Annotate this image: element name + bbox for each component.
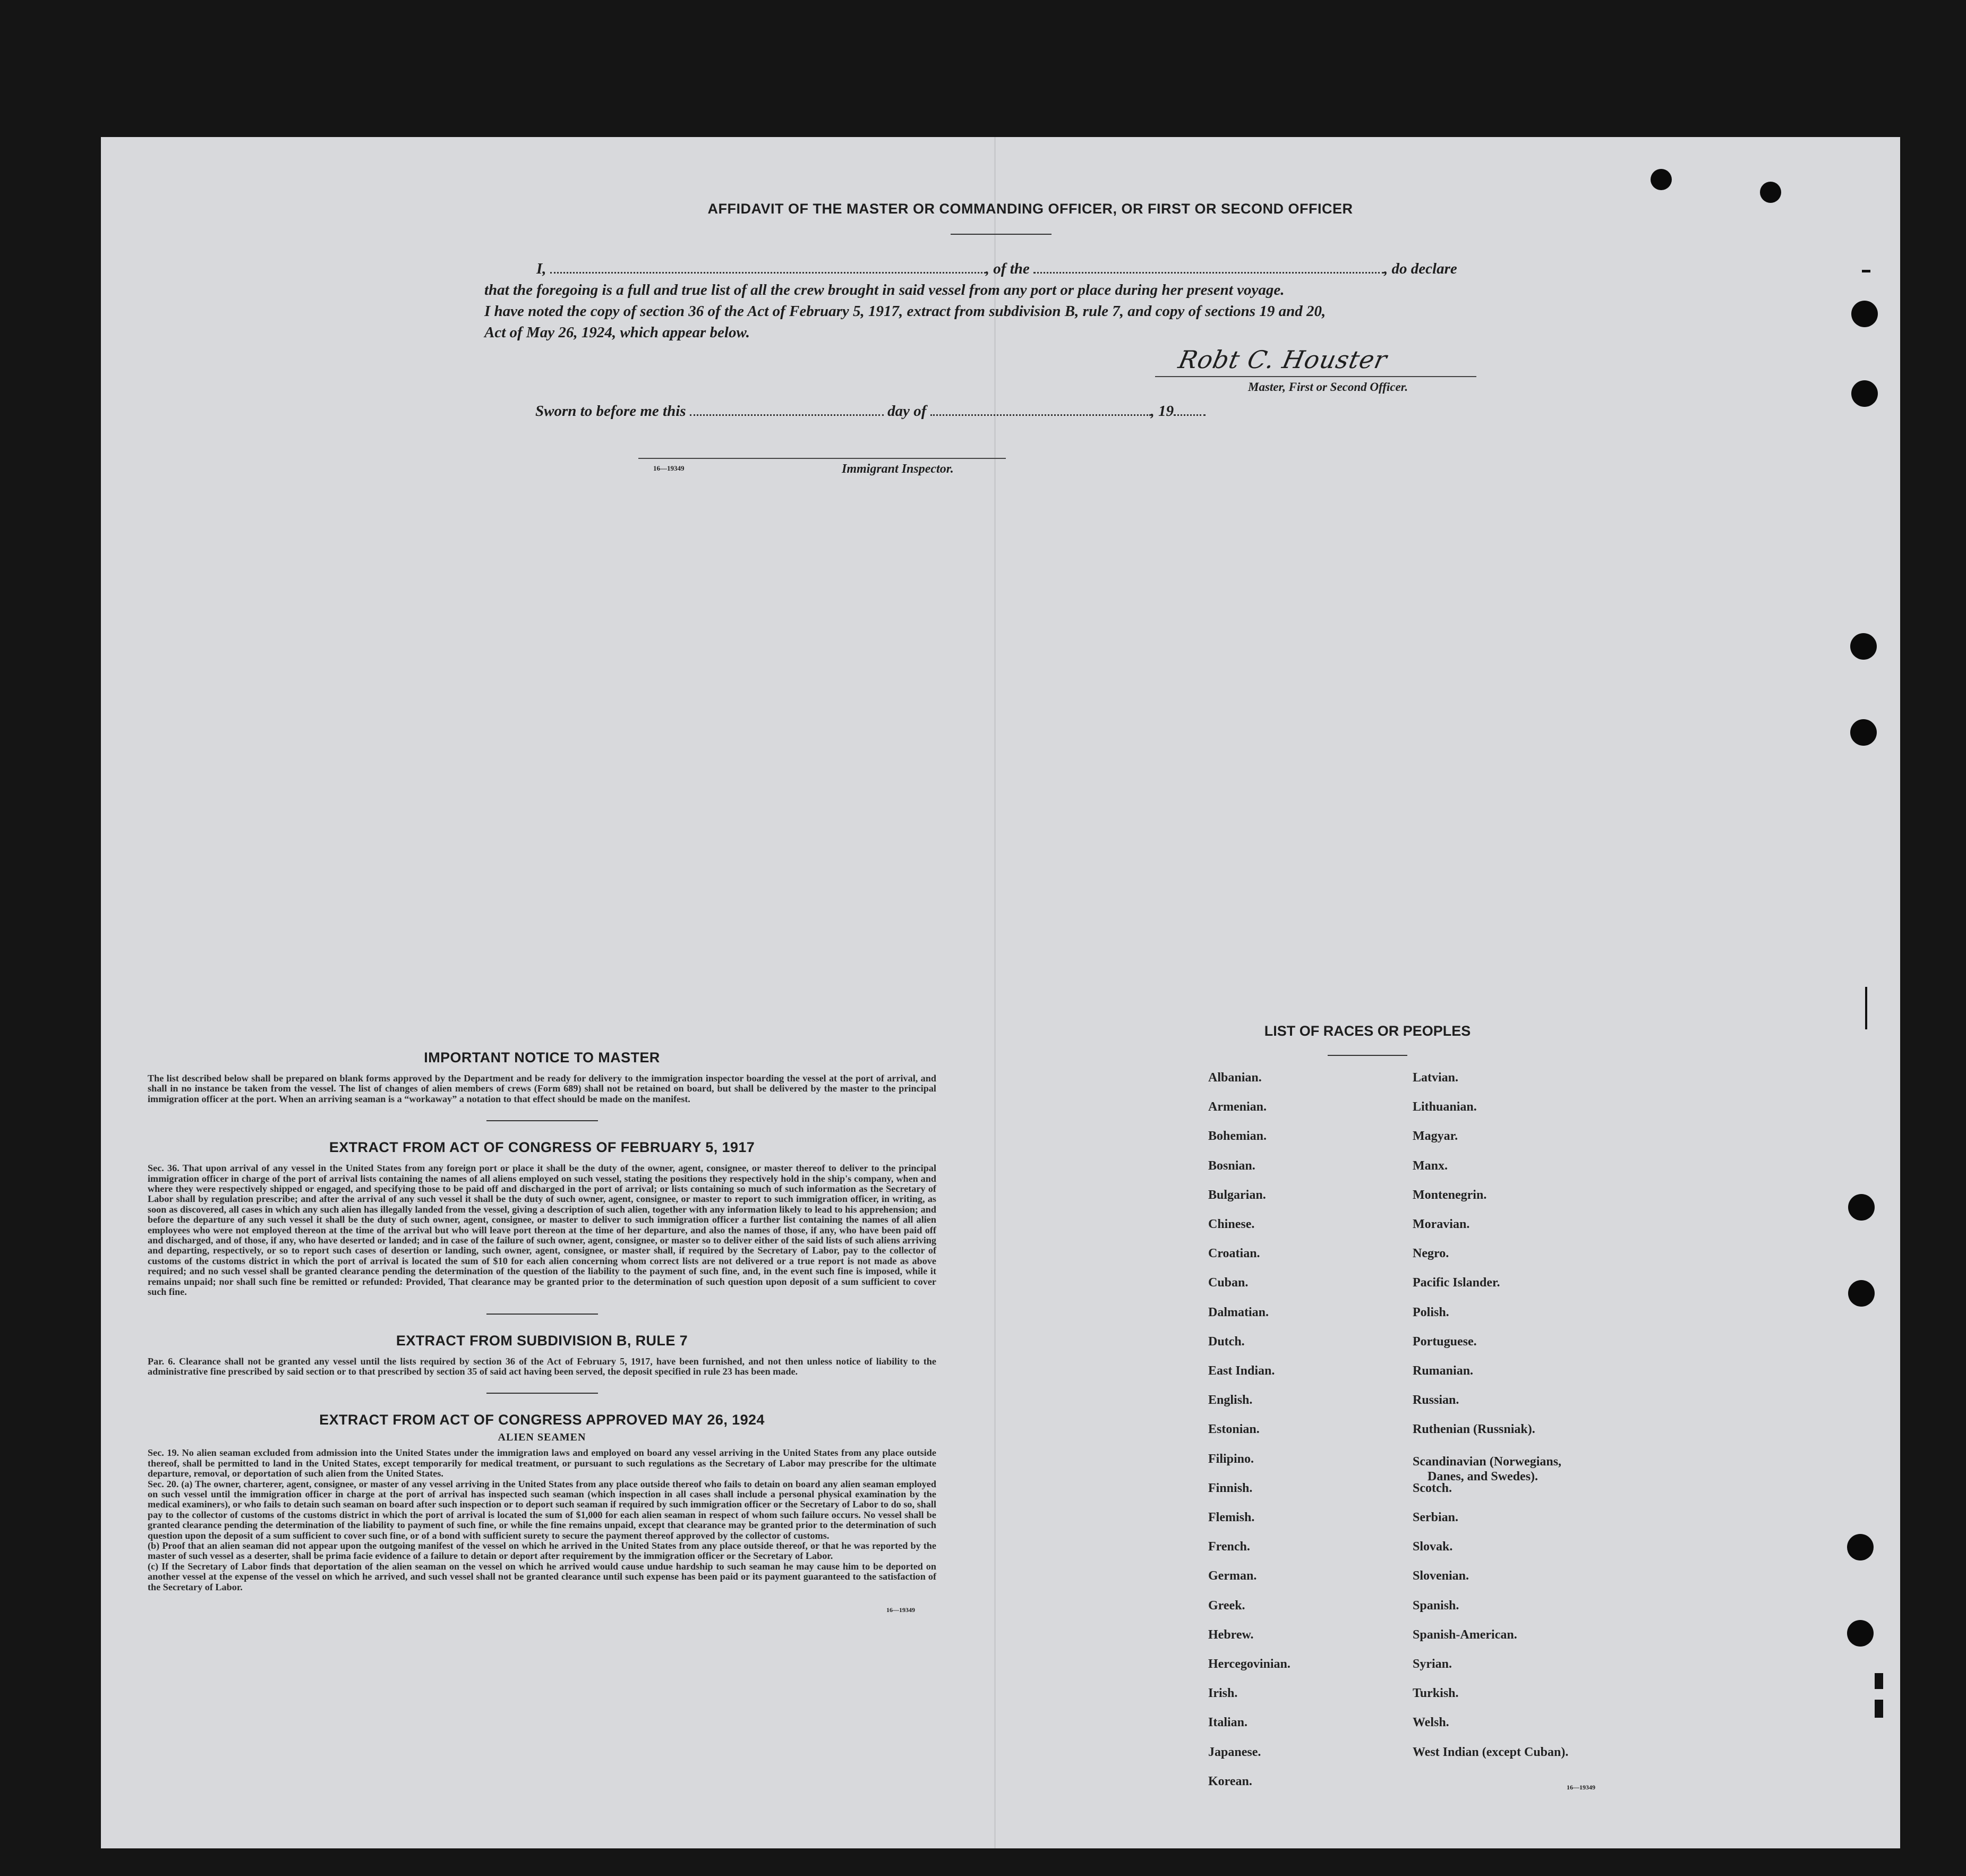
- label-i: I,: [536, 260, 546, 277]
- race-item: Greek.: [1208, 1598, 1245, 1613]
- race-item: Korean.: [1208, 1774, 1252, 1788]
- document-sheet: [101, 137, 1900, 1848]
- punch-hole: [1850, 633, 1877, 660]
- punch-hole: [1651, 169, 1672, 190]
- form-code: 16—19349: [1567, 1784, 1595, 1791]
- edge-mark: [1875, 1673, 1883, 1689]
- race-item: Scotch.: [1413, 1481, 1452, 1495]
- race-item: Hebrew.: [1208, 1627, 1254, 1642]
- notice-text: The list described below shall be prepared on blank forms approved by the Department and be ready for delivery to the immigration inspector boarding the vessel at the port of arrival, and shall in no instance be taken from the vessel. The list of changes of alien members of crews (Form 689) shall not be retained on board, but shall be delivered by the master to the principal immigration officer at the port. When an arriving seaman is a “workaway” a notation to that effect should be made on the manifest.: [148, 1073, 936, 1104]
- race-item: Albanian.: [1208, 1071, 1262, 1085]
- sworn-line: [535, 403, 1900, 420]
- race-item: Manx.: [1413, 1158, 1448, 1173]
- race-item: French.: [1208, 1540, 1250, 1554]
- race-item: Serbian.: [1413, 1511, 1459, 1524]
- punch-hole: [1760, 182, 1781, 203]
- declaration-line-4: Act of May 26, 1924, which appear below.: [484, 324, 750, 341]
- punch-hole: [1848, 1194, 1875, 1221]
- race-item: Lithuanian.: [1413, 1100, 1477, 1114]
- sec19-text: Sec. 19. No alien seaman excluded from admission into the United States under the immigration laws and employed on board any vessel arriving in the United States from any place outside thereof, shall be permitted to land in the United States, except temporarily for medical treatment, or pursuant to such regulations as the Secretary of Labor may prescribe for the ultimate departure, removal, or deportation of such alien from the United States.: [148, 1447, 936, 1479]
- race-item: Slovak.: [1413, 1540, 1453, 1554]
- extract-1924-heading: EXTRACT FROM ACT OF CONGRESS APPROVED MAY 26, 1924: [319, 1412, 765, 1428]
- race-item: Japanese.: [1208, 1745, 1261, 1759]
- punch-hole: [1850, 719, 1877, 746]
- race-item: Spanish-American.: [1413, 1627, 1517, 1642]
- race-item: Slovenian.: [1413, 1569, 1469, 1583]
- race-item: Armenian.: [1208, 1100, 1267, 1114]
- race-item: Bohemian.: [1208, 1129, 1267, 1144]
- sworn-label: Sworn to before me this: [535, 403, 686, 420]
- race-item: Magyar.: [1413, 1129, 1458, 1144]
- notice-heading: IMPORTANT NOTICE TO MASTER: [424, 1050, 660, 1065]
- race-item: Montenegrin.: [1413, 1188, 1487, 1202]
- inspector-signature-line[interactable]: [638, 458, 1006, 459]
- race-item: Filipino.: [1208, 1452, 1254, 1466]
- sworn-year-field[interactable]: [1174, 404, 1206, 416]
- alien-seamen-subheading: ALIEN SEAMEN: [498, 1431, 586, 1444]
- race-item: West Indian (except Cuban).: [1413, 1745, 1569, 1759]
- race-item: Irish.: [1208, 1686, 1238, 1701]
- section-rule: [486, 1393, 598, 1394]
- signature-line: [1155, 376, 1476, 377]
- race-item: Rumanian.: [1413, 1364, 1474, 1378]
- race-item: Welsh.: [1413, 1716, 1449, 1730]
- rule7-text: Par. 6. Clearance shall not be granted any vessel until the lists required by section 36 of the Act of February 5, 1917, have been furnished, and not then unless notice of liability to the administrative fine prescribed by said section or to that prescribed by section 35 of said act having been served, the deposit specified in rule 23 has been made.: [148, 1355, 936, 1377]
- edge-mark: [1875, 1700, 1883, 1718]
- race-item: Danes, and Swedes).: [1428, 1469, 1538, 1483]
- form-code: 16—19349: [653, 464, 685, 472]
- sec20c-text: (c) If the Secretary of Labor finds that deportation of the alien seaman on the vessel on which he arrived would cause undue hardship to such seaman he may cause him to be deported on another vessel at the expense of the vessel on which he arrived, and such vessel shall not be granted clearance until such expense has been paid or its payment guaranteed to the satisfaction of the Secretary of Labor.: [148, 1561, 936, 1592]
- race-item: Hercegovinian.: [1208, 1657, 1290, 1671]
- page-fold: [994, 137, 996, 1848]
- race-item: Chinese.: [1208, 1217, 1255, 1231]
- race-item: Bosnian.: [1208, 1158, 1255, 1173]
- race-item: Moravian.: [1413, 1217, 1470, 1231]
- inspector-caption: Immigrant Inspector.: [842, 462, 954, 476]
- sworn-day-field[interactable]: [690, 404, 884, 416]
- master-name-field[interactable]: [550, 261, 986, 274]
- race-item: Italian.: [1208, 1716, 1248, 1730]
- sec20a-text: Sec. 20. (a) The owner, charterer, agent, consignee, or master of any vessel arriving in the United States from any place outside thereof who fails to detain on board any alien seaman employed on such vessel until the immigration officer in charge at the port of arrival has inspected such seaman (which inspection in all cases shall include a personal physical examination by the medical examiners), or who fails to detain such seaman on board after such inspection or to deport such seaman if required by such immigration officer or the Secretary of Labor to do so, shall pay to the collector of customs of the customs district in which the port of arrival is located the sum of $1,000 for each alien seaman in respect of whom such failure occurs. No vessel shall be granted clearance pending the determination of the liability to payment of such fine, or while the fine remains unpaid, except that clearance may be granted prior to the determination of such question upon the deposit of a sum sufficient to cover such fine, or of a bond with sufficient surety to secure the payment thereof approved by the collector of customs.: [148, 1478, 936, 1541]
- label-do-declare: , do declare: [1384, 260, 1457, 277]
- edge-mark: [1865, 987, 1867, 1029]
- declaration-line-3: I have noted the copy of section 36 of the Act of February 5, 1917, extract from subdivision B, rule 7, and copy of sections 19 and 20,: [484, 303, 1326, 320]
- races-heading: LIST OF RACES OR PEOPLES: [1264, 1023, 1471, 1039]
- notices-column: [148, 1050, 936, 1614]
- punch-hole: [1847, 1620, 1874, 1647]
- signature-caption: Master, First or Second Officer.: [1248, 380, 1408, 394]
- punch-hole: [1847, 1534, 1874, 1561]
- rule7-heading: EXTRACT FROM SUBDIVISION B, RULE 7: [396, 1332, 688, 1349]
- title-rule: [951, 234, 1052, 235]
- extract-1917-heading: EXTRACT FROM ACT OF CONGRESS OF FEBRUARY 5, 1917: [329, 1139, 755, 1156]
- race-item: Syrian.: [1413, 1657, 1452, 1671]
- races-rule: [1328, 1055, 1407, 1056]
- section-rule: [486, 1120, 598, 1121]
- affidavit-title: AFFIDAVIT OF THE MASTER OR COMMANDING OFFICER, OR FIRST OR SECOND OFFICER: [707, 201, 1353, 217]
- race-item: Latvian.: [1413, 1071, 1459, 1085]
- declaration-line-2: that the foregoing is a full and true list of all the crew brought in said vessel from any port or place during her present voyage.: [484, 282, 1285, 299]
- vessel-name-field[interactable]: [1033, 261, 1384, 274]
- label-of-the: , of the: [985, 260, 1030, 277]
- race-item: Russian.: [1413, 1393, 1459, 1408]
- declaration-line-1: [536, 260, 1900, 278]
- race-item: Bulgarian.: [1208, 1188, 1266, 1202]
- section-rule: [486, 1314, 598, 1315]
- race-item: Turkish.: [1413, 1686, 1459, 1701]
- punch-hole: [1848, 1280, 1875, 1307]
- race-item: Dalmatian.: [1208, 1305, 1269, 1319]
- race-item: English.: [1208, 1393, 1253, 1408]
- race-item: Scandinavian (Norwegians,: [1413, 1455, 1562, 1469]
- day-of-label: day of: [887, 403, 927, 420]
- race-item: East Indian.: [1208, 1364, 1275, 1378]
- sworn-month-field[interactable]: [930, 404, 1151, 416]
- race-item: Dutch.: [1208, 1334, 1245, 1349]
- race-item: Croatian.: [1208, 1247, 1260, 1261]
- race-item: Estonian.: [1208, 1422, 1260, 1437]
- year-prefix: , 19: [1150, 403, 1174, 420]
- race-item: Spanish.: [1413, 1598, 1459, 1613]
- race-item: German.: [1208, 1569, 1257, 1583]
- master-signature: Robt C. Houster: [1176, 345, 1390, 374]
- race-item: Negro.: [1413, 1247, 1449, 1261]
- extract-1917-text: Sec. 36. That upon arrival of any vessel in the United States from any foreign port or place it shall be the duty of the owner, agent, consignee, or master thereof to deliver to the principal immigration officer in charge of the port of arrival lists containing the names of all aliens employed on such vessel, stating the positions they respectively hold in the ship's company, when and where they were respectively shipped or engaged, and specifying those to be paid off and discharged in the port of arrival; or lists containing so much of such information as the Secretary of Labor shall by regulation prescribe; and after the arrival of any such vessel it shall be the duty of such owner, agent, consignee, or master to report to such immigration officer, in writing, as soon as discovered, all cases in which any such alien has illegally landed from the vessel, giving a description of such alien, together with any information likely to lead to his apprehension; and before the departure of any such vessel it shall be the duty of such owner, agent, consignee, or master to deliver to such immigration officer a further list containing the names of all alien employees who were not employed thereon at the time of the arrival but who will leave port thereon at the time of her departure, and also the names of those, if any, who have been paid off and discharged, and of those, if any, who have deserted or landed; and in case of the failure of such owner, agent, consignee, or master so to deliver either of the said lists of such aliens arriving and departing, respectively, or so to report such cases of desertion or landing, such owner, agent, consignee, or master shall, if required by the Secretary of Labor, pay to the collector of customs of the customs district in which the port of arrival is located the sum of $10 for each alien concerning whom correct lists are not delivered or a true report is not made as above required; and no such vessel shall be granted clearance pending the determination of the question of the liability to the payment of such fine, and, in the event such fine is imposed, while it remains unpaid; nor shall such fine be remitted or refunded: Provided, That clearance may be granted prior to the determination of such question upon deposit of a sum sufficient to cover such fine.: [148, 1163, 936, 1298]
- race-item: Cuban.: [1208, 1276, 1249, 1290]
- race-item: Flemish.: [1208, 1511, 1255, 1524]
- race-item: Pacific Islander.: [1413, 1276, 1500, 1290]
- race-item: Ruthenian (Russniak).: [1413, 1422, 1535, 1437]
- sec20b-text: (b) Proof that an alien seaman did not appear upon the outgoing manifest of the vessel on which he arrived in the United States from any place outside thereof, or that he was reported by the master of such vessel as a deserter, shall be prima facie evidence of a failure to detain or deport after requirement by the immigration officer or the Secretary of Labor.: [148, 1540, 936, 1562]
- race-item: Polish.: [1413, 1305, 1449, 1319]
- race-item: Finnish.: [1208, 1481, 1253, 1495]
- form-code: 16—19349: [886, 1606, 915, 1614]
- race-item: Portuguese.: [1413, 1334, 1477, 1349]
